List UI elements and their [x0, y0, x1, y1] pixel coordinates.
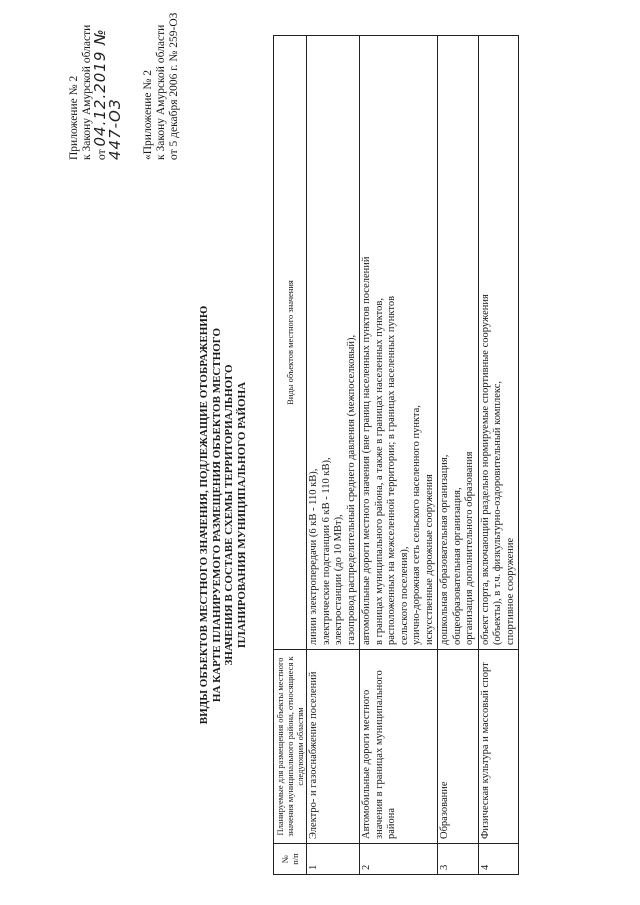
row-types: [360, 36, 438, 650]
row-area: Автомобильные дороги местного значения в границах муниципального района: [360, 650, 438, 844]
title-line: ПЛАНИРОВАНИЯ МУНИЦИПАЛЬНОГО РАЙОНА: [235, 381, 248, 649]
title-line: НА КАРТЕ ПЛАНИРУЕМОГО РАЗМЕЩЕНИЯ ОБЪЕКТОВ МЕСТНОГО: [210, 327, 223, 703]
document-title: [198, 305, 248, 725]
title-line: ВИДЫ ОБЪЕКТОВ МЕСТНОГО ЗНАЧЕНИЯ, ПОДЛЕЖАЩИЕ ОТОБРАЖЕНИЮ: [198, 305, 210, 725]
type-item: автомобильные дороги местного значения (вне границ населенных пунктов поселений: [361, 256, 372, 645]
handwritten-date-number: 04.12.2019 № 447-ОЗ: [91, 28, 124, 160]
appendix-old-law-ref: к Закону Амурской области: [155, 24, 167, 160]
appendix-title: Приложение № 2: [68, 75, 80, 160]
appendix-old-title: «Приложение № 2: [142, 70, 154, 160]
appendix-header-new: [68, 0, 124, 160]
type-item: (объекты), в т.ч. физкультурно-оздоровительный комплекс,: [492, 380, 503, 645]
appendix-old-date: от 5 декабря 2006 г. № 259-ОЗ: [168, 12, 180, 160]
type-item: расположенных на межселенной территории; в границах населенных пунктов: [386, 295, 397, 645]
type-item: общеобразовательная организация,: [451, 487, 463, 645]
type-item: искусственные дорожные сооружения: [423, 474, 435, 645]
row-area: Образование: [438, 650, 479, 844]
row-number: 1: [307, 844, 360, 875]
row-area: Физическая культура и массовый спорт: [478, 650, 519, 844]
type-item: спортивное сооружение: [504, 537, 516, 645]
type-item: линии электропередачи (6 кВ - 110 кВ),: [308, 468, 319, 645]
title-line: ЗНАЧЕНИЯ В СОСТАВЕ СХЕМЫ ТЕРРИТОРИАЛЬНОГО: [223, 364, 235, 666]
row-types: [438, 36, 479, 650]
table-row: [307, 36, 360, 875]
appendix-date-prefix: от: [96, 149, 108, 160]
type-item: дошкольная образовательная организация,: [439, 454, 450, 645]
type-item: сельского поселения),: [398, 546, 410, 645]
local-objects-table: [273, 35, 519, 875]
type-item: электрические подстанции 6 кВ - 110 кВ),: [320, 457, 332, 645]
type-item: в границах муниципального района, а также в границах населенных пунктов,: [373, 298, 385, 645]
appendix-date-line: [91, 0, 124, 160]
header-area: Планируемые для размещения объекты местного значения муниципального района, относящиеся к следующим областям: [274, 650, 307, 844]
row-number: 3: [438, 844, 479, 875]
type-item: электростанции (до 10 МВт),: [333, 514, 344, 645]
appendix-law-ref: к Закону Амурской области: [81, 24, 93, 160]
row-area: Электро- и газоснабжение поселений: [307, 650, 360, 844]
type-item: объект спорта, включающий раздельно нормируемые спортивные сооружения: [479, 294, 491, 645]
type-item: улично-дорожная сеть сельского населенного пункта,: [411, 405, 422, 645]
row-number: 2: [360, 844, 438, 875]
row-number: 4: [478, 844, 519, 875]
row-types: [478, 36, 519, 650]
header-number: № п/п: [274, 844, 307, 875]
table-row: [438, 36, 479, 875]
header-types: Виды объектов местного значения: [274, 36, 307, 650]
table-row: [478, 36, 519, 875]
type-item: газопровод распределительный среднего давления (межпоселковый),: [345, 334, 357, 645]
table-row: [360, 36, 438, 875]
row-types: [307, 36, 360, 650]
type-item: организация дополнительного образования: [464, 451, 475, 645]
appendix-header-old: [142, 13, 181, 160]
table-header-row: [274, 36, 307, 875]
